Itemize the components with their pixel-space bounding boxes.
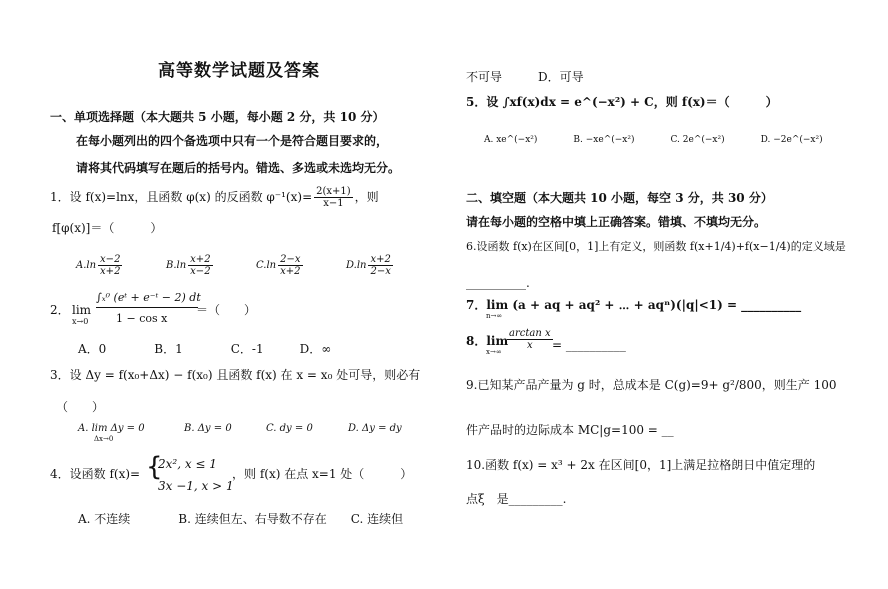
- question-5: 5．设 ∫xf(x)dx = e^(−x²) + C，则 f(x)＝（ ）: [466, 95, 778, 109]
- question-10-line-2: 点ξ 是_________.: [466, 492, 567, 506]
- question-1: [50, 186, 379, 209]
- question-3-option-b: B. Δy = 0: [184, 423, 232, 434]
- question-7: 7．lim (a + aq + aq² + ⋯ + aqⁿ)(|q|<1) = __________: [466, 298, 802, 312]
- question-1-text: 1．设 f(x)=lnx，且函数 φ(x) 的反函数 φ⁻¹(x)=: [50, 190, 313, 204]
- fraction-denominator: x+2: [100, 266, 121, 277]
- question-4-case-2: 3x −1, x > 1: [158, 479, 234, 493]
- question-8-prefix: 8．lim: [466, 334, 509, 348]
- option-label: D.ln: [346, 260, 367, 271]
- section2-instruction: 请在每小题的空格中填上正确答案。错填、不填均无分。: [466, 215, 767, 229]
- question-3-option-a-subscript: Δx→0: [94, 435, 114, 443]
- question-9-line-1: 9.已知某产品产量为 g 时，总成本是 C(g)=9+ g²/800，则生产 100: [466, 378, 837, 392]
- fraction-denominator: x: [526, 340, 533, 351]
- question-7-subscript: n→∞: [486, 312, 503, 320]
- question-2-denominator: 1 − cos x: [116, 312, 168, 325]
- question-1-option-a: [76, 254, 124, 277]
- section1-instruction-1: 在每小题列出的四个备选项中只有一个是符合题目要求的，: [76, 134, 389, 148]
- fraction-numerator: arctan x: [509, 328, 551, 339]
- question-4-prefix: 4．设函数 f(x)=: [50, 467, 141, 481]
- fraction-denominator: x+2: [280, 266, 301, 277]
- question-3-line-1: 3．设 Δy = f(x₀+Δx) − f(x₀) 且函数 f(x) 在 x = x₀ 处可导，则必有: [50, 368, 421, 382]
- fraction-numerator: x−2: [100, 254, 121, 265]
- piecewise-brace: {: [146, 452, 163, 482]
- fraction-numerator: x+2: [190, 254, 211, 265]
- question-2-options: A．0 B．1 C．-1 D．∞: [78, 342, 332, 356]
- question-4-case-1: 2x², x ≤ 1: [158, 457, 217, 471]
- section1-header: 一、单项选择题（本大题共 5 小题，每小题 2 分，共 10 分）: [50, 110, 385, 124]
- question-9-line-2: 件产品时的边际成本 MC|g=100 = __: [466, 423, 674, 437]
- question-8-fraction: [505, 328, 555, 351]
- fraction-numerator: 2(x+1): [316, 186, 351, 197]
- question-8-tail: = __________: [552, 338, 626, 352]
- question-2-lim-subscript: x→0: [72, 317, 89, 326]
- question-6: 6.设函数 f(x)在区间[0，1]上有定义，则函数 f(x+1/4)+f(x−1/4)的定义域是: [466, 240, 846, 253]
- fraction-numerator: 2−x: [280, 254, 301, 265]
- section2-header: 二、填空题（本大题共 10 小题，每空 3 分，共 30 分）: [466, 191, 773, 205]
- question-4-tail: ，则 f(x) 在点 x=1 处（ ）: [232, 467, 413, 481]
- question-2-lim: lim: [72, 303, 92, 317]
- question-2-numerator: ∫ₓ⁰ (eᵗ + e⁻ᵗ − 2) dt: [96, 291, 201, 304]
- option-label: B.ln: [166, 260, 187, 271]
- question-4-continuation: 不可导 D．可导: [466, 70, 584, 84]
- question-1-option-d: [346, 254, 395, 277]
- option-label: C.ln: [256, 260, 277, 271]
- fraction-denominator: x−2: [190, 266, 211, 277]
- question-1-option-b: [166, 254, 215, 277]
- question-2-fraction-bar: [96, 307, 198, 308]
- question-10-line-1: 10.函数 f(x) = x³ + 2x 在区间[0，1]上满足拉格朗日中值定理的: [466, 458, 816, 472]
- question-8-subscript: x→∞: [486, 348, 502, 356]
- question-1-option-c: [256, 254, 305, 277]
- page-title: 高等数学试题及答案: [158, 61, 320, 81]
- fraction-numerator: x+2: [370, 254, 391, 265]
- section1-instruction-2: 请将其代码填写在题后的括号内。错选、多选或未选均无分。: [76, 161, 401, 175]
- question-1-line-2: f[φ(x)]＝（ ）: [52, 221, 163, 235]
- question-3-line-2: （ ）: [56, 400, 105, 414]
- question-1-fraction: [314, 186, 353, 209]
- question-6-blank: __________.: [466, 276, 530, 290]
- option-label: A.ln: [76, 260, 97, 271]
- question-1-tail: ，则: [354, 190, 379, 204]
- question-3-option-d: D. Δy = dy: [348, 423, 402, 434]
- question-2-tail: ＝（ ）: [196, 303, 257, 317]
- question-5-options: A. xe^(−x²) B. −xe^(−x²) C. 2e^(−x²) D. −2e^(−x²): [484, 135, 823, 145]
- fraction-denominator: x−1: [323, 198, 344, 209]
- question-2-prefix: 2．: [50, 303, 70, 317]
- question-3-option-a: A. lim Δy = 0: [78, 423, 145, 434]
- question-4-options: A. 不连续 B. 连续但左、右导数不存在 C. 连续但: [78, 512, 404, 526]
- fraction-denominator: 2−x: [370, 266, 391, 277]
- question-3-option-c: C. dy = 0: [266, 423, 313, 434]
